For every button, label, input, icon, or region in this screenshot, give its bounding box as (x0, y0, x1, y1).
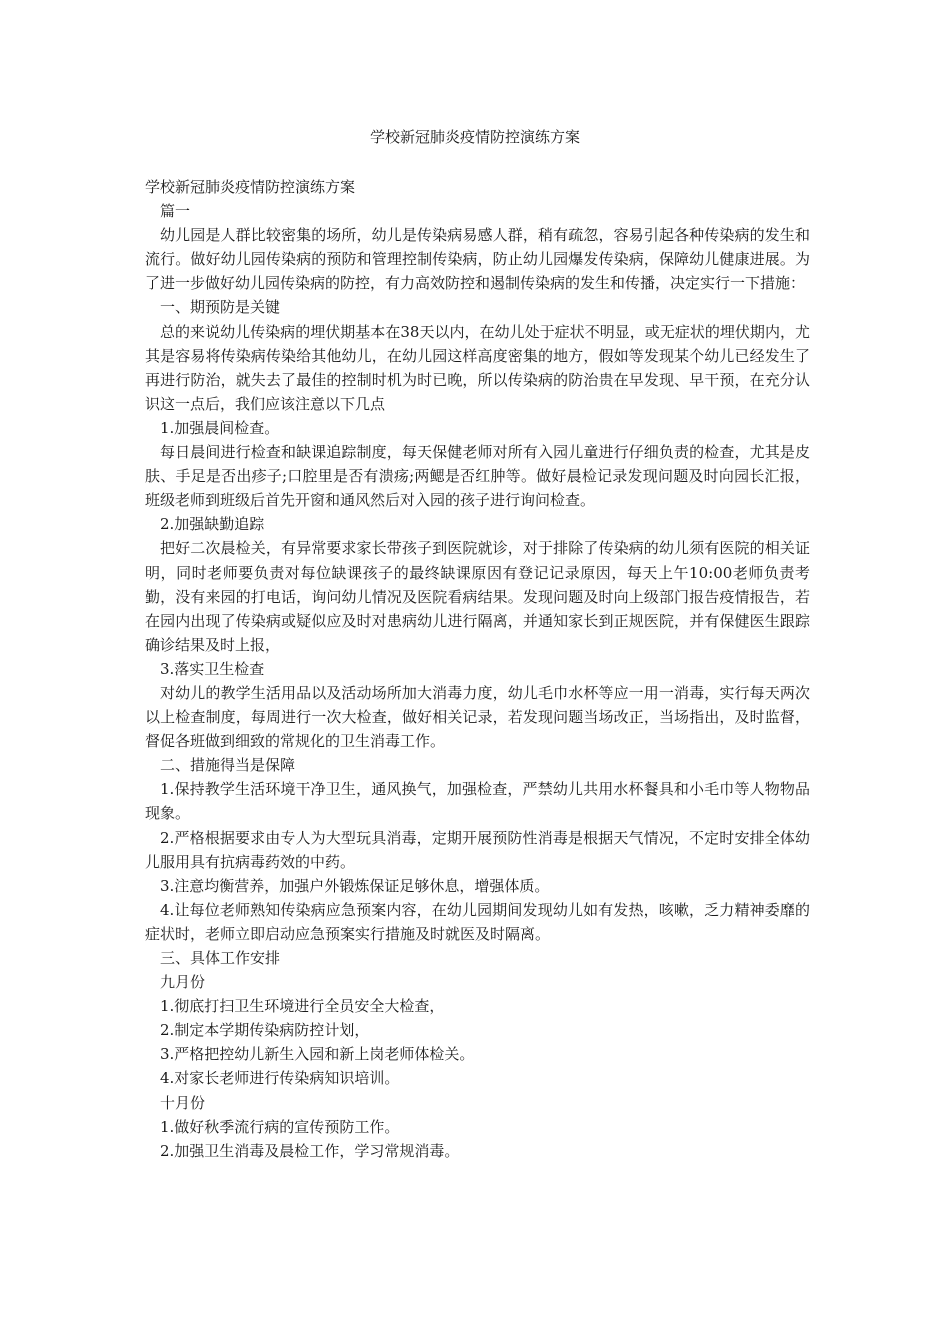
paragraph-intro: 幼儿园是人群比较密集的场所，幼儿是传染病易感人群，稍有疏忽，容易引起各种传染病的发生和流行。做好幼儿园传染病的预防和管理控制传染病，防止幼儿园爆发传染病，保障幼儿健康进展。为了进一步做好幼儿园传染病的防控，有力高效防控和遏制传染病的发生和传播，决定实行一下措施： (145, 226, 810, 293)
paragraph-oct-1: 1.做好秋季流行病的宣传预防工作。 (160, 1117, 400, 1136)
paragraph-item-2-2: 2.严格根据要求由专人为大型玩具消毒，定期开展预防性消毒是根据天气情况，不定时安排全体幼儿服用具有抗病毒药效的中药。 (145, 828, 810, 871)
paragraph-sep-3: 3.严格把控幼儿新生入园和新上岗老师体检关。 (160, 1045, 475, 1064)
document-body (145, 175, 810, 1163)
paragraph-item-1-1: 1.加强晨间检查。 (160, 418, 280, 437)
paragraph-section-1: 一、期预防是关键 (160, 298, 281, 317)
paragraph-sep-1: 1.彻底打扫卫生环境进行全员安全大检查， (160, 997, 445, 1016)
paragraph-item-1-1-body: 每日晨间进行检查和缺课追踪制度，每天保健老师对所有入园儿童进行仔细负责的检查，尤其是皮肤、手足是否出疹子;口腔里是否有溃疡;两鳃是否红肿等。做好晨检记录发现问题及时向园长汇报，班级老师到班级后首先开窗和通风然后对入园的孩子进行询问检查。 (145, 443, 810, 510)
paragraph-item-1-3-body: 对幼儿的教学生活用品以及活动场所加大消毒力度，幼儿毛巾水杯等应一用一消毒，实行每天两次以上检查制度，每周进行一次大检查，做好相关记录，若发现问题当场改正，当场指出，及时监督，督促各班做到细致的常规化的卫生消毒工作。 (145, 683, 810, 751)
paragraph-sep-2: 2.制定本学期传染病防控计划， (160, 1021, 370, 1040)
paragraph-item-2-3: 3.注意均衡营养，加强户外锻炼保证足够休息，增强体质。 (160, 876, 550, 895)
paragraph-item-1-3: 3.落实卫生检查 (160, 659, 265, 678)
paragraph-section-2: 二、措施得当是保障 (160, 756, 296, 775)
paragraph-item-2-1: 1.保持教学生活环境干净卫生，通风换气，加强检查，严禁幼儿共用水杯餐具和小毛巾等人物物品现象。 (145, 780, 810, 823)
paragraph-item-1-2-body: 把好二次晨检关，有异常要求家长带孩子到医院就诊，对于排除了传染病的幼儿须有医院的相关证明，同时老师要负责对每位缺课孩子的最终缺课原因有登记记录原因，每天上午10:00老师负责考勤，没有来园的打电话，询问幼儿情况及医院看病结果。发现问题及时向上级部门报告疫情报告，若在园内出现了传染病或疑似应及时对患病幼儿进行隔离，并通知家长到正规医院，并有保健医生跟踪确诊结果及时上报， (145, 539, 810, 654)
document-title: 学校新冠肺炎疫情防控演练方案 (369, 128, 580, 146)
paragraph-month-sep: 九月份 (160, 973, 206, 992)
paragraph-month-oct: 十月份 (160, 1093, 206, 1112)
paragraph-part-one: 篇一 (160, 202, 191, 221)
paragraph-item-2-4: 4.让每位老师熟知传染病应急预案内容，在幼儿园期间发现幼儿如有发热，咳嗽，乏力精神委靡的症状时，老师立即启动应急预案实行措施及时就医及时隔离。 (145, 900, 810, 943)
paragraph-section-1-body: 总的来说幼儿传染病的埋伏期基本在38天以内，在幼儿处于症状不明显，或无症状的埋伏期内，尤其是容易将传染病传染给其他幼儿，在幼儿园这样高度密集的地方，假如等发现某个幼儿已经发生了再进行防治，就失去了最佳的控制时机为时已晚，所以传染病的防治贵在早发现、早干预，在充分认识这一点后，我们应该注意以下几点 (145, 322, 810, 413)
paragraph-sep-4: 4.对家长老师进行传染病知识培训。 (160, 1069, 400, 1088)
paragraph-subtitle: 学校新冠肺炎疫情防控演练方案 (145, 178, 356, 196)
paragraph-section-3: 三、具体工作安排 (160, 949, 281, 967)
paragraph-item-1-2: 2.加强缺勤追踪 (160, 515, 265, 534)
paragraph-oct-2: 2.加强卫生消毒及晨检工作，学习常规消毒。 (160, 1141, 460, 1160)
